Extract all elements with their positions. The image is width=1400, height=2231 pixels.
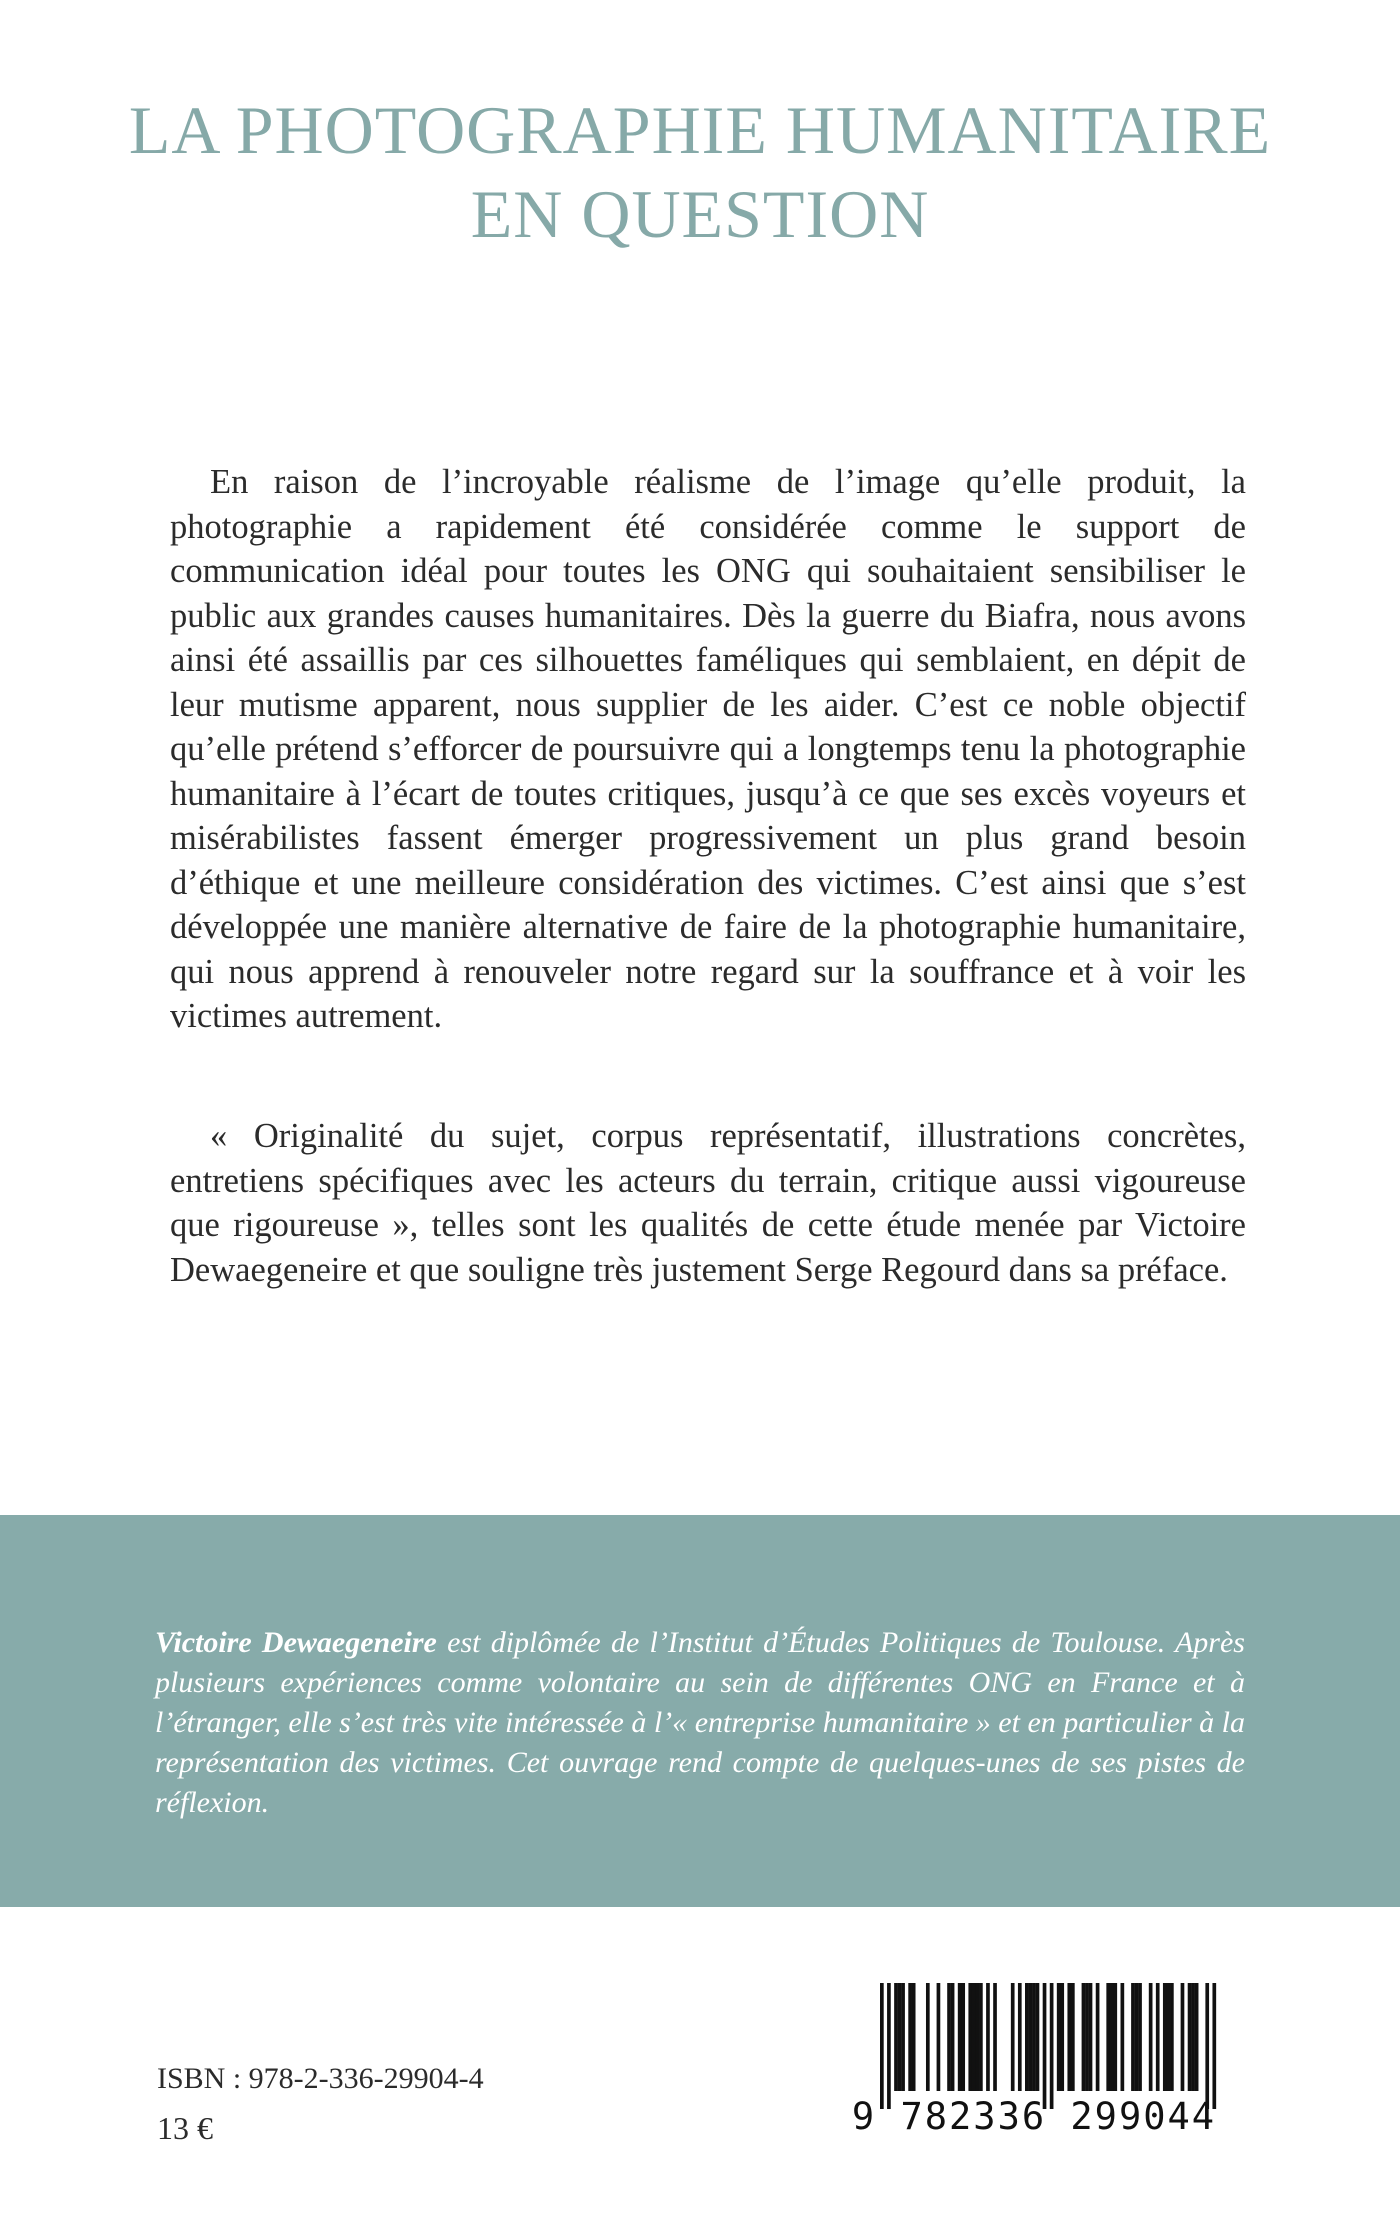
barcode-bar bbox=[908, 1983, 912, 2091]
barcode-bar bbox=[1181, 1983, 1185, 2091]
barcode-bar bbox=[979, 1983, 983, 2091]
author-bio-text: est diplômée de l’Institut d’Études Politiques de Toulouse. Après plusieurs expériences comme volontaire au sein de différentes ONG en France et à l’étranger, elle s’est très vite intéressée à l’« entreprise humanitaire » et en particulier à la représentation des victimes. Cet ouvrage rend compte de quelques-unes de ses pistes de réflexion. bbox=[155, 1626, 1245, 1819]
barcode-bar bbox=[1071, 1983, 1075, 2091]
barcode-bar bbox=[986, 1983, 990, 2091]
barcode-bar bbox=[1057, 1983, 1061, 2091]
barcode-bar bbox=[901, 1983, 905, 2091]
barcode-bar bbox=[1050, 1983, 1054, 2109]
barcode-bar bbox=[1082, 1983, 1086, 2091]
barcode-bar bbox=[1085, 1983, 1089, 2091]
barcode-bar bbox=[1106, 1983, 1110, 2091]
barcode-bar bbox=[1113, 1983, 1117, 2091]
isbn-label: ISBN : 978-2-336-29904-4 bbox=[157, 2062, 484, 2095]
barcode-bar bbox=[958, 1983, 962, 2091]
barcode-bar bbox=[1149, 1983, 1153, 2091]
barcode-bar bbox=[898, 1983, 902, 2091]
barcode-bar bbox=[951, 1983, 955, 2091]
barcode-digits: 9 782336 299044 bbox=[851, 2095, 1217, 2138]
author-bio bbox=[155, 1623, 1245, 1823]
author-bio-band bbox=[0, 1515, 1400, 1907]
barcode-bar bbox=[1067, 1983, 1071, 2091]
barcode-bar bbox=[1166, 1983, 1170, 2091]
barcode-bar bbox=[937, 1983, 941, 2091]
book-title bbox=[0, 88, 1400, 256]
barcode-bar bbox=[1110, 1983, 1114, 2091]
barcode-bar bbox=[1135, 1983, 1139, 2091]
barcode-bar bbox=[968, 1983, 972, 2091]
barcode-bar bbox=[1121, 1983, 1125, 2091]
barcode-bar bbox=[926, 1983, 930, 2091]
barcode-bar bbox=[1191, 1983, 1195, 2091]
summary-paragraph-2-block bbox=[170, 1114, 1246, 1292]
barcode-bar bbox=[1089, 1983, 1093, 2091]
barcode-bar bbox=[1036, 1983, 1040, 2091]
barcode-bar bbox=[1212, 1983, 1216, 2109]
author-name: Victoire Dewaegeneire bbox=[155, 1626, 437, 1659]
book-title-line-2: EN QUESTION bbox=[470, 176, 930, 252]
barcode-bar bbox=[1170, 1983, 1174, 2091]
barcode-bar bbox=[1205, 1983, 1209, 2109]
barcode-bar bbox=[1032, 1983, 1036, 2091]
barcode-bar bbox=[912, 1983, 916, 2091]
barcode-bar bbox=[1188, 1983, 1192, 2091]
summary-paragraph-1-block bbox=[170, 460, 1246, 1039]
barcode-bar bbox=[1029, 1983, 1033, 2091]
barcode-bar bbox=[947, 1983, 951, 2091]
summary-paragraph-2: « Originalité du sujet, corpus représentatif, illustrations concrètes, entretiens spécifiques avec les acteurs du terrain, critique aussi vigoureuse que rigoureuse », telles sont les qualités de cette étude menée par Victoire Dewaegeneire et que souligne très justement Serge Regourd dans sa préface. bbox=[170, 1117, 1246, 1289]
barcode-bar bbox=[887, 1983, 891, 2109]
barcode bbox=[836, 1975, 1232, 2160]
barcode-bar bbox=[1138, 1983, 1142, 2091]
barcode-bar bbox=[972, 1983, 976, 2091]
barcode-bar bbox=[1096, 1983, 1100, 2091]
barcode-bar bbox=[1131, 1983, 1135, 2091]
barcode-bar bbox=[961, 1983, 965, 2091]
barcode-bar bbox=[1025, 1983, 1029, 2091]
barcode-bar bbox=[1018, 1983, 1022, 2091]
barcode-bar bbox=[1156, 1983, 1160, 2091]
barcode-bar bbox=[894, 1983, 898, 2091]
price-label: 13 € bbox=[157, 2110, 213, 2146]
summary-paragraph-1: En raison de l’incroyable réalisme de l’image qu’elle produit, la photographie a rapidement été considérée comme le support de communication idéal pour toutes les ONG qui souhaitaient sensibiliser le public aux grandes causes humanitaires. Dès la guerre du Biafra, nous avons ainsi été assaillis par ces silhouettes faméliques qui semblaient, en dépit de leur mutisme apparent, nous supplier de les aider. C’est ce noble objectif qu’elle prétend s’efforcer de poursuivre qui a longtemps tenu la photographie humanitaire à l’écart de toutes critiques, jusqu’à ce que ses excès voyeurs et misérabilistes fassent émerger progressivement un plus grand besoin d’éthique et une meilleure considération des victimes. C’est ainsi que s’est développée une manière alternative de faire de la photographie humanitaire, qui nous apprend à renouveler notre regard sur la souffrance et à voir les victimes autrement. bbox=[170, 463, 1246, 1035]
barcode-bar bbox=[1163, 1983, 1167, 2091]
barcode-bar bbox=[1195, 1983, 1199, 2091]
barcode-bar bbox=[975, 1983, 979, 2091]
book-title-line-1: LA PHOTOGRAPHIE HUMANITAIRE bbox=[128, 92, 1272, 168]
barcode-bar bbox=[993, 1983, 997, 2091]
barcode-bar bbox=[880, 1983, 884, 2109]
barcode-bar bbox=[1011, 1983, 1015, 2091]
barcode-bar bbox=[1060, 1983, 1064, 2091]
barcode-bar bbox=[1043, 1983, 1047, 2109]
